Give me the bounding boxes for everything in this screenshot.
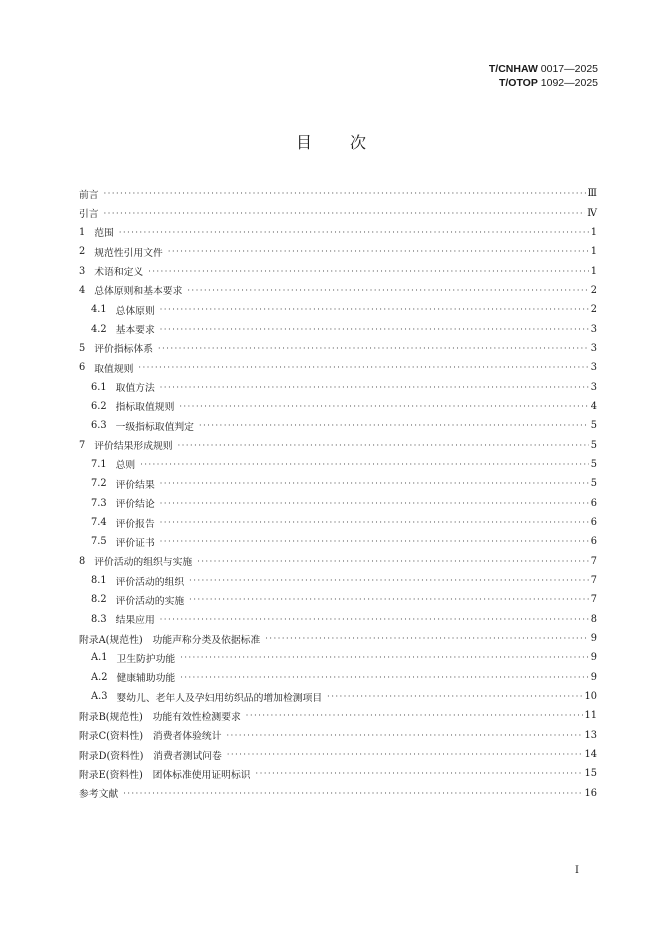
toc-entry[interactable] (79, 184, 597, 203)
standard-codes (489, 62, 598, 90)
toc-entry[interactable] (79, 629, 597, 648)
toc-entry-page: Ⅲ (587, 188, 597, 200)
toc-entry-page: Ⅳ (587, 207, 597, 219)
toc-entry[interactable] (79, 648, 597, 667)
toc-entry-label: 总则 (115, 460, 136, 472)
toc-entry-label: 术语和定义 (94, 267, 144, 279)
toc-leader-dots (179, 402, 588, 411)
toc-entry[interactable] (79, 223, 597, 242)
toc-entry-number: A.2 (91, 671, 108, 683)
toc-entry-label: 健康辅助功能 (116, 673, 176, 685)
toc-entry-number: 8.2 (91, 594, 107, 606)
standard-code (489, 76, 598, 90)
toc-leader-dots (160, 325, 589, 334)
toc-entry-number: 7 (79, 439, 86, 451)
toc-entry-page: 7 (590, 594, 597, 606)
toc-entry-number: 2 (79, 246, 86, 258)
toc-entry-label: 评价报告 (115, 518, 155, 530)
toc-entry[interactable] (79, 513, 597, 532)
toc-entry-number: 7.5 (91, 536, 107, 548)
toc-leader-dots (138, 363, 588, 372)
toc-leader-dots (168, 247, 589, 256)
toc-entry-page: 2 (590, 304, 597, 316)
toc-leader-dots (227, 731, 583, 740)
toc-entry-label: 卫生防护功能 (116, 653, 176, 665)
toc-entry-page: 11 (584, 710, 597, 722)
toc-entry-page: 4 (590, 400, 597, 412)
toc-leader-dots (187, 286, 588, 295)
toc-entry-label: 附录C(资料性) 消费者体验统计 (79, 731, 222, 743)
toc-entry-label: 取值方法 (115, 383, 155, 395)
toc-leader-dots (160, 499, 589, 508)
toc-leader-dots (160, 537, 589, 546)
toc-entry[interactable] (79, 455, 597, 474)
toc-entry-label: 规范性引用文件 (94, 247, 163, 259)
toc-leader-dots (160, 383, 589, 392)
toc-entry-number: 8 (79, 555, 86, 567)
toc-entry[interactable] (79, 435, 597, 454)
toc-entry[interactable] (79, 668, 597, 687)
toc-entry[interactable] (79, 706, 597, 725)
toc-leader-dots (197, 557, 589, 566)
toc-entry-page: 1 (590, 246, 597, 258)
toc-entry[interactable] (79, 339, 597, 358)
toc-entry-number: 7.4 (91, 517, 107, 529)
toc-leader-dots (189, 576, 589, 585)
toc-entry-label: 评价证书 (115, 537, 155, 549)
toc-entry-label: 总体原则和基本要求 (94, 286, 183, 298)
toc-leader-dots (180, 653, 589, 662)
toc-entry-number: 6 (79, 362, 86, 374)
toc-entry-page: 5 (590, 458, 597, 470)
toc-entry-label: 评价活动的实施 (115, 595, 185, 607)
toc-entry-label: 参考文献 (79, 789, 119, 801)
toc-entry[interactable] (79, 281, 597, 300)
toc-entry-label: 附录E(资料性) 团体标准使用证明标识 (79, 769, 251, 781)
standard-code-prefix: T/CNHAW (488, 63, 538, 75)
toc-entry-number: 4.1 (91, 304, 107, 316)
toc-entry-label: 附录A(规范性) 功能声称分类及依据标准 (79, 634, 261, 646)
toc-entry-page: 6 (590, 517, 597, 529)
toc-leader-dots (227, 750, 583, 759)
toc-entry-number: 7.3 (91, 497, 107, 509)
toc-leader-dots (178, 441, 589, 450)
toc-entry-label: 附录D(资料性) 消费者测试问卷 (79, 750, 222, 762)
toc-entry[interactable] (79, 358, 597, 377)
toc-leader-dots (265, 634, 588, 643)
toc-entry[interactable] (79, 203, 597, 222)
toc-entry-page: 9 (590, 633, 597, 645)
toc-entry-page: 5 (590, 420, 597, 432)
toc-entry[interactable] (79, 300, 597, 319)
standard-code-prefix: T/OTOP (498, 77, 538, 89)
toc-entry-page: 13 (584, 729, 597, 741)
toc-entry-page: 3 (590, 381, 597, 393)
toc-entry-label: 评价结果 (115, 479, 155, 491)
toc-entry-page: 1 (590, 265, 597, 277)
toc-entry-page: 10 (584, 691, 597, 703)
toc-entry[interactable] (79, 784, 597, 803)
toc-entry-page: 5 (590, 439, 597, 451)
toc-entry[interactable] (79, 610, 597, 629)
toc-entry-number: 1 (79, 226, 86, 238)
toc-entry-label: 评价指标体系 (94, 344, 154, 356)
toc-leader-dots (160, 615, 589, 624)
toc-entry-label: 附录B(规范性) 功能有效性检测要求 (79, 711, 241, 723)
toc-entry-page: 15 (584, 768, 597, 780)
toc-entry-number: 4 (79, 284, 86, 296)
toc-entry-label: 范围 (94, 228, 114, 240)
toc-entry-page: 3 (590, 323, 597, 335)
toc-entry-label: 总体原则 (115, 305, 155, 317)
toc-entry-page: 1 (590, 226, 597, 238)
toc-leader-dots (180, 673, 589, 682)
toc-leader-dots (104, 189, 586, 198)
toc-entry[interactable] (79, 494, 597, 513)
toc-entry-label: 前言 (79, 189, 99, 201)
toc-entry-label: 婴幼儿、老年人及孕妇用纺织品的增加检测项目 (116, 692, 323, 704)
toc-entry-label: 引言 (79, 209, 99, 221)
toc-leader-dots (199, 421, 589, 430)
toc-entry-label: 评价结果形成规则 (94, 441, 173, 453)
toc-leader-dots (256, 769, 583, 778)
toc-entry[interactable] (79, 532, 597, 551)
toc-entry-number: 3 (79, 265, 86, 277)
toc-entry[interactable] (79, 552, 597, 571)
toc-leader-dots (119, 228, 589, 237)
toc-leader-dots (160, 479, 589, 488)
toc-leader-dots (123, 789, 582, 798)
toc-leader-dots (104, 209, 586, 218)
toc-entry-page: 14 (584, 749, 597, 761)
standard-code-number: 1092—2025 (540, 77, 598, 89)
toc-entry-page: 6 (590, 536, 597, 548)
toc-entry-label: 取值规则 (94, 363, 134, 375)
toc-leader-dots (246, 711, 583, 720)
toc-entry-number: 6.2 (91, 400, 107, 412)
toc-entry[interactable] (79, 726, 597, 745)
toc-entry-number: 6.3 (91, 420, 107, 432)
toc-leader-dots (158, 344, 589, 353)
toc-entry-page: 9 (590, 671, 597, 683)
page-number: I (575, 865, 579, 876)
toc-entry-label: 评价活动的组织 (115, 576, 185, 588)
toc-leader-dots (148, 267, 589, 276)
toc-entry-number: 7.2 (91, 478, 107, 490)
toc-entry-number: A.1 (91, 652, 108, 664)
toc-entry[interactable] (79, 571, 597, 590)
toc-entry-number: 5 (79, 342, 86, 354)
toc-entry-page: 3 (590, 362, 597, 374)
toc-entry[interactable] (79, 764, 597, 783)
toc-entry-page: 7 (590, 555, 597, 567)
toc-entry-page: 2 (590, 284, 597, 296)
toc-entry-number: 7.1 (91, 458, 107, 470)
toc-entry-number: 8.3 (91, 613, 107, 625)
toc-entry-page: 7 (590, 575, 597, 587)
standard-code (489, 62, 598, 76)
toc-leader-dots (160, 305, 589, 314)
toc-entry-label: 一级指标取值判定 (115, 421, 194, 433)
toc-entry[interactable] (79, 319, 597, 338)
toc-entry-label: 评价结论 (115, 499, 155, 511)
toc-entry[interactable] (79, 745, 597, 764)
toc-entry-page: 8 (590, 613, 597, 625)
page-title: 目次 (295, 133, 404, 152)
toc-entry-page: 6 (590, 497, 597, 509)
toc-leader-dots (189, 595, 589, 604)
toc-entry-label: 评价活动的组织与实施 (94, 557, 193, 569)
table-of-contents (79, 184, 597, 803)
toc-entry-number: 8.1 (91, 575, 107, 587)
toc-entry-number: A.3 (91, 691, 108, 703)
toc-entry-page: 3 (590, 342, 597, 354)
toc-entry-label: 基本要求 (115, 325, 155, 337)
toc-entry[interactable] (79, 377, 597, 396)
toc-leader-dots (160, 518, 589, 527)
toc-entry[interactable] (79, 416, 597, 435)
toc-leader-dots (327, 692, 582, 701)
toc-entry-page: 5 (590, 478, 597, 490)
toc-entry-label: 指标取值规则 (115, 402, 175, 414)
toc-entry-number: 6.1 (91, 381, 107, 393)
toc-entry[interactable] (79, 590, 597, 609)
toc-entry-page: 16 (584, 787, 597, 799)
toc-entry[interactable] (79, 397, 597, 416)
toc-entry[interactable] (79, 474, 597, 493)
toc-entry-label: 结果应用 (115, 615, 155, 627)
toc-entry[interactable] (79, 261, 597, 280)
toc-entry-page: 9 (590, 652, 597, 664)
toc-entry[interactable] (79, 687, 597, 706)
toc-entry[interactable] (79, 242, 597, 261)
standard-code-number: 0017—2025 (540, 63, 598, 75)
toc-leader-dots (140, 460, 589, 469)
toc-entry-number: 4.2 (91, 323, 107, 335)
